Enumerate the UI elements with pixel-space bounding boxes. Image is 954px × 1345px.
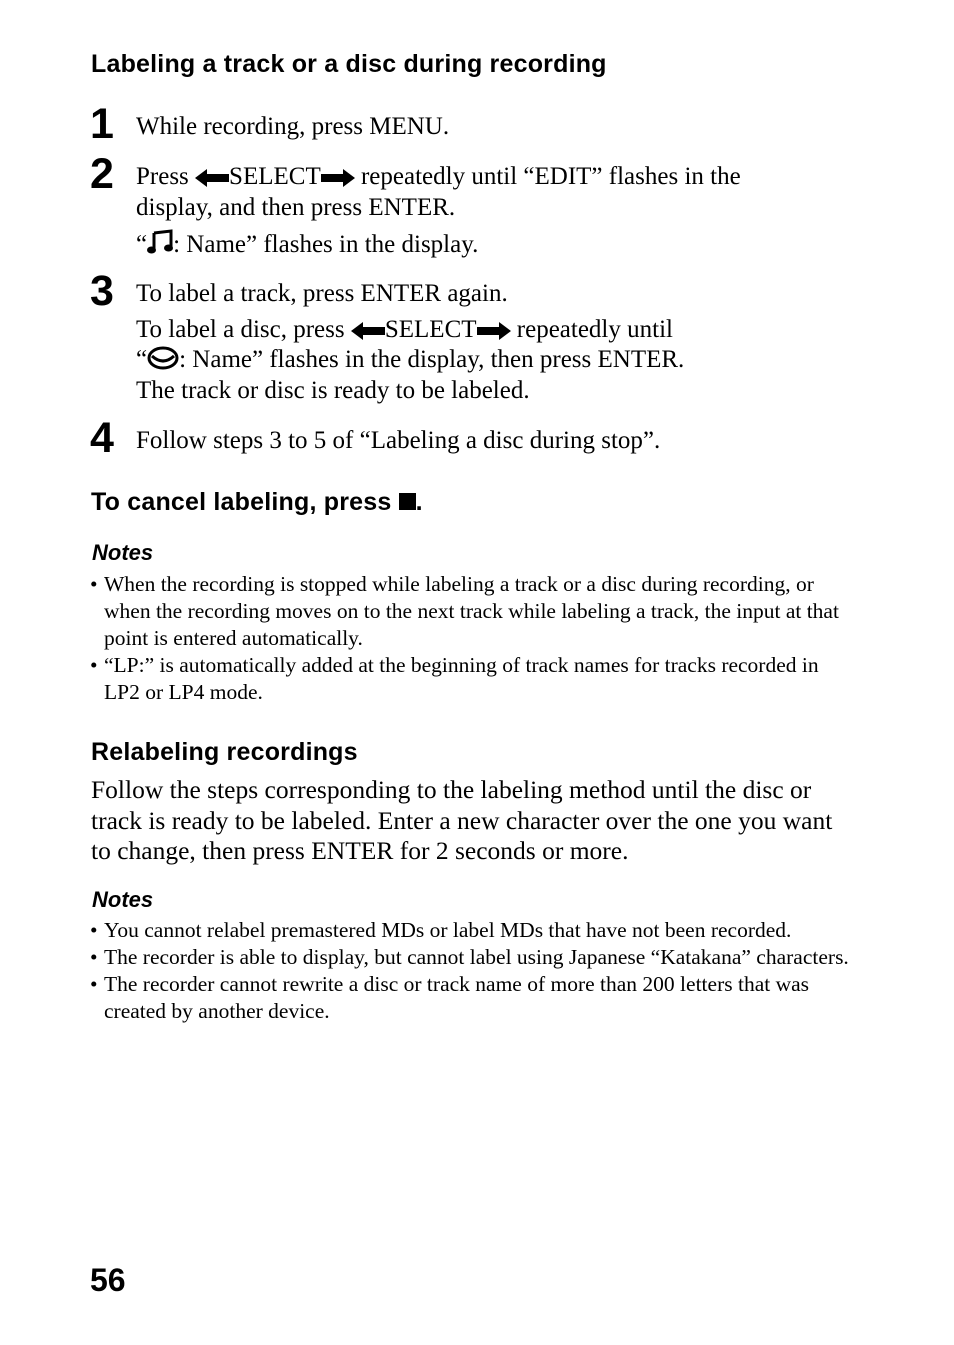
page-number: 56 [90, 1262, 126, 1298]
step-3-text [136, 279, 836, 406]
bullet-icon: • [90, 972, 98, 996]
section-title-labeling-during-recording: Labeling a track or a disc during recording [91, 50, 607, 78]
step-2-sub-open: “ [136, 231, 148, 258]
arrow-right-icon [477, 322, 511, 340]
step-number-1: 1 [90, 100, 114, 148]
step-2-select-label: SELECT [229, 163, 321, 190]
note-text: The recorder cannot rewrite a disc or track name of more than 200 letters that was created by another device. [104, 972, 810, 1023]
cancel-text: To cancel labeling, press [91, 488, 399, 516]
notes-list-2 [90, 917, 850, 1025]
arrow-left-icon [351, 322, 385, 340]
note-text: You cannot relabel premastered MDs or label MDs that have not been recorded. [104, 918, 792, 942]
step-3-line-3-rest: : Name” flashes in the display, then press ENTER. [179, 346, 685, 373]
step-2-sub-rest: : Name” flashes in the display. [173, 231, 479, 258]
cancel-instruction [91, 488, 423, 517]
note-item [90, 652, 850, 706]
bullet-icon: • [90, 918, 98, 942]
bullet-icon: • [90, 653, 98, 677]
note-text: The recorder is able to display, but cannot label using Japanese “Katakana” characters. [104, 945, 849, 969]
note-text: “LP:” is automatically added at the beginning of track names for tracks recorded in LP2 or LP4 mode. [104, 653, 819, 704]
step-2-text-b: repeatedly until “EDIT” flashes in the [354, 163, 741, 190]
cancel-end: . [415, 488, 423, 516]
section-title-relabeling: Relabeling recordings [91, 738, 358, 766]
note-item [90, 917, 850, 944]
step-3-line-2a: To label a disc, press [136, 315, 351, 343]
note-text: When the recording is stopped while labeling a track or a disc during recording, or when the recording moves on to the next track while labeling a track, the input at that point is entered automatically. [104, 572, 839, 650]
step-3-line-3-open: “ [136, 346, 148, 373]
note-item [90, 571, 850, 652]
note-item [90, 944, 850, 971]
bullet-icon: • [90, 945, 98, 969]
step-number-3: 3 [90, 267, 114, 315]
step-number-2: 2 [90, 150, 114, 198]
step-2-text [136, 162, 836, 261]
arrow-left-icon [195, 169, 229, 187]
step-3-line-4: The track or disc is ready to be labeled. [136, 376, 530, 404]
relabeling-body: Follow the steps corresponding to the labeling method until the disc or track is ready to be labeled. Enter a new character over the one you want to change, then press ENTER for 2 seconds or more. [91, 775, 833, 865]
notes-heading-1: Notes [92, 540, 154, 565]
stop-square-icon [399, 493, 416, 510]
disc-icon [147, 346, 179, 370]
step-number-4: 4 [90, 414, 114, 462]
notes-heading-2: Notes [92, 887, 154, 912]
music-note-icon [147, 229, 173, 255]
step-3-line-1: To label a track, press ENTER again. [136, 280, 508, 307]
step-3-line-2b: repeatedly until [510, 315, 673, 343]
step-1-text: While recording, press MENU. [136, 113, 450, 140]
arrow-right-icon [321, 169, 355, 187]
step-4-text: Follow steps 3 to 5 of “Labeling a disc during stop”. [136, 427, 661, 454]
notes-list-1 [90, 571, 850, 706]
step-2-text-c: display, and then press ENTER. [136, 193, 456, 221]
note-item [90, 971, 850, 1025]
bullet-icon: • [90, 572, 98, 596]
step-2-text-a: Press [136, 163, 196, 190]
step-3-select-label: SELECT [384, 315, 477, 343]
